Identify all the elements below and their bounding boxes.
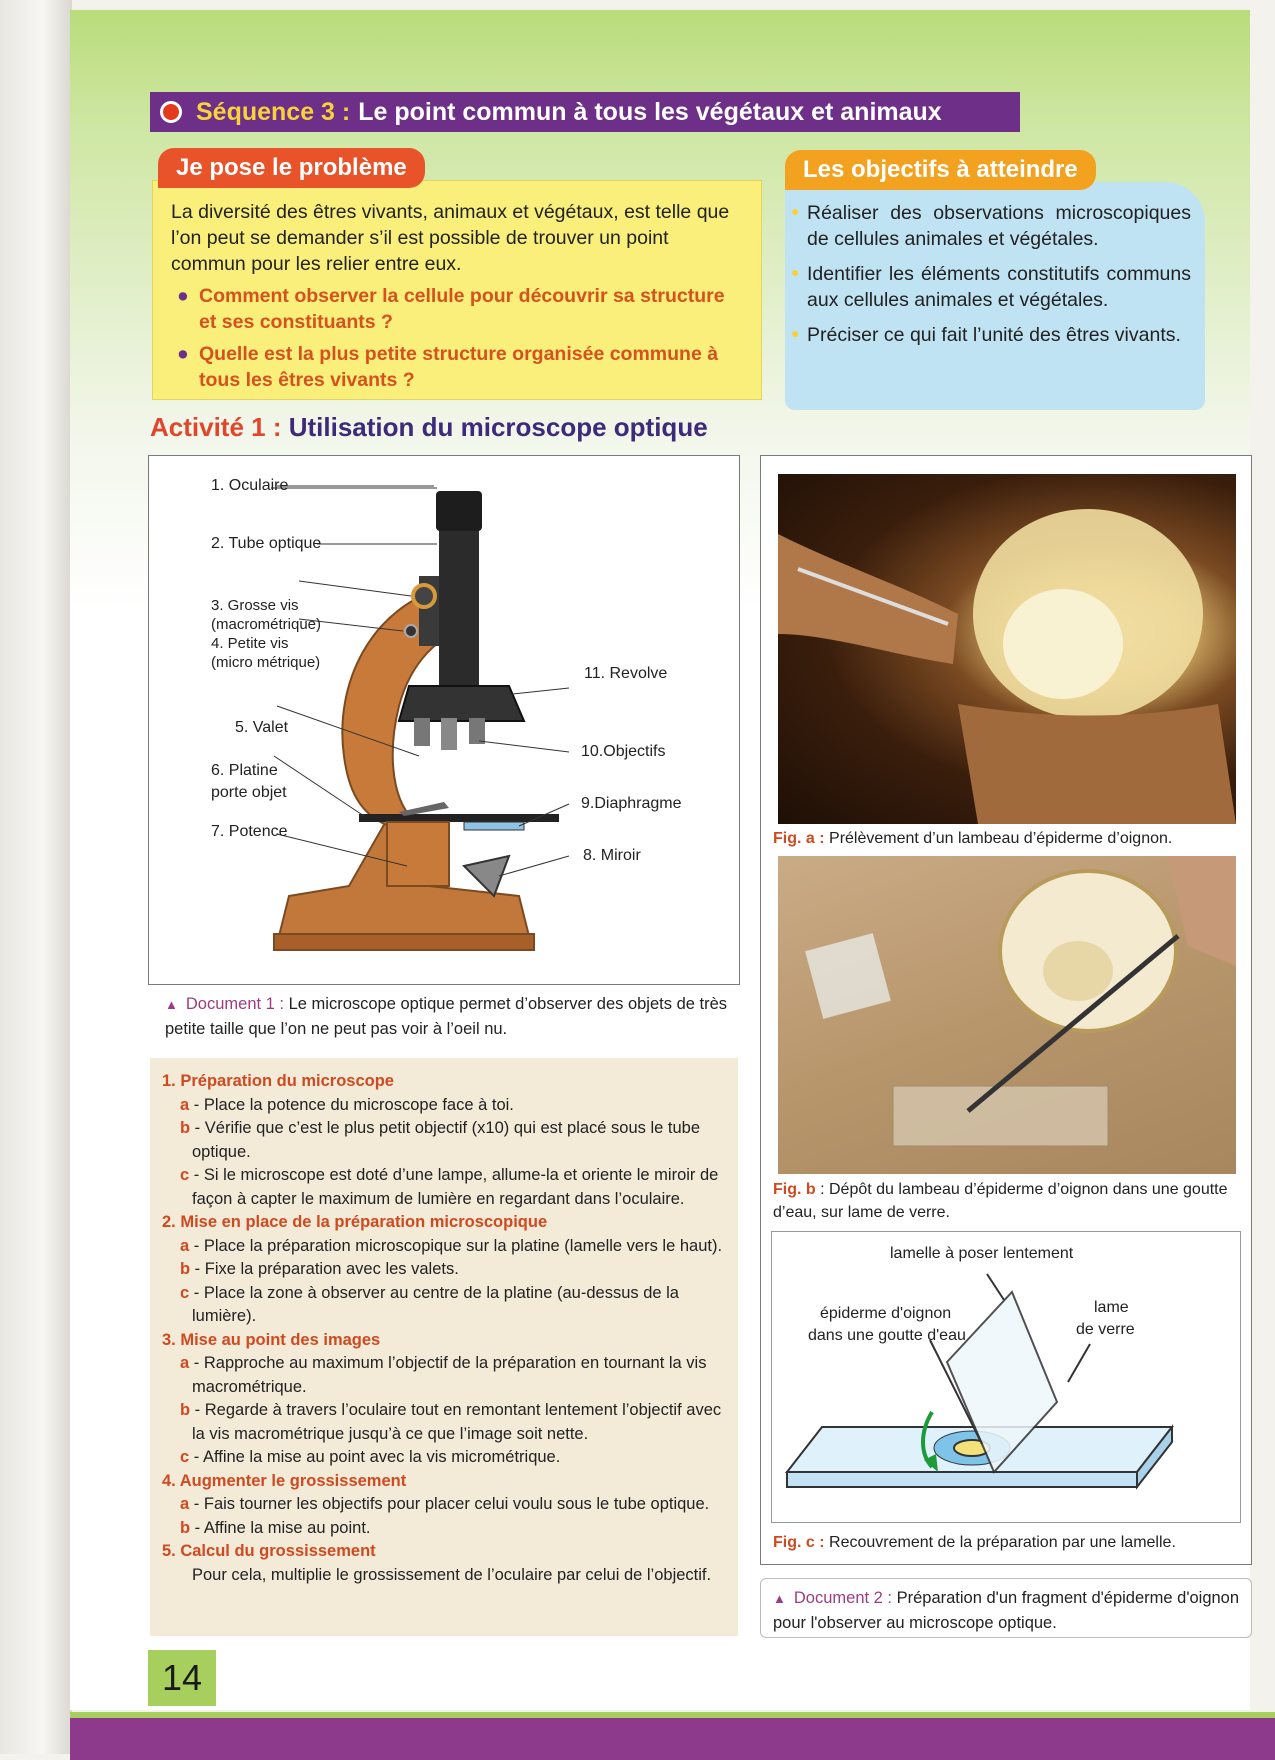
document-1-caption xyxy=(165,992,745,1041)
fig-b-caption: Fig. b : Dépôt du lambeau d’épiderme d’oignon dans une goutte d’eau, sur lame de verre. xyxy=(773,1181,1228,1221)
problem-question-1: ● Comment observer la cellule pour découvrir sa structure et ses constituants ? xyxy=(177,285,725,333)
pointer-valet xyxy=(277,706,419,756)
step-3a: a - Rapproche au maximum l’objectif de la préparation en tournant la vis macrométrique. xyxy=(180,1354,707,1396)
document-2-figures xyxy=(760,455,1252,1565)
onion-hands-illustration xyxy=(778,474,1236,824)
coverslip-box xyxy=(805,933,891,1019)
problem-tag: Je pose le problème xyxy=(158,148,425,188)
page-number: 14 xyxy=(148,1650,216,1706)
label-oculaire: 1. Oculaire xyxy=(211,477,289,494)
document-2-caption xyxy=(760,1578,1252,1638)
activity-label: Activité 1 : xyxy=(150,412,282,442)
problem-text: La diversité des êtres vivants, animaux et végétaux, est telle que l’on peut se demander s’il est possible de trouver un point commun pour les relier entre eux. xyxy=(171,201,730,275)
photo-onion-peeling xyxy=(778,474,1236,824)
step-1a: a - Place la potence du microscope face à toi. xyxy=(180,1095,514,1114)
bullet-icon: ● xyxy=(177,343,189,365)
step-1b: b - Vérifie que c’est le plus petit objectif (x10) qui est placé sous le tube optique. xyxy=(180,1119,701,1161)
step-3-title: 3. Mise au point des images xyxy=(162,1330,381,1349)
document-2-label: Document 2 : xyxy=(793,1589,893,1607)
step-3c: c - Affine la mise au point avec la vis micrométrique. xyxy=(180,1448,561,1466)
step-4a: a - Fais tourner les objectifs pour placer celui voulu sous le tube optique. xyxy=(180,1495,710,1513)
step-2-title: 2. Mise en place de la préparation microscopique xyxy=(162,1213,548,1231)
bullet-icon: ● xyxy=(791,264,800,280)
label-lame-2: de verre xyxy=(1076,1321,1135,1338)
procedure-steps xyxy=(150,1058,738,1636)
bullet-icon: ● xyxy=(791,203,800,219)
label-petite-vis: 4. Petite vis xyxy=(211,635,289,652)
pointer-objectifs xyxy=(479,741,569,752)
sequence-label: Séquence 3 : xyxy=(196,97,351,126)
objective-item: ● Préciser ce qui fait l’unité des êtres vivants. xyxy=(807,322,1191,348)
objectives-tag: Les objectifs à atteindre xyxy=(785,150,1096,190)
fig-c-caption: Fig. c : Recouvrement de la préparation par une lamelle. xyxy=(773,1534,1176,1551)
step-2b: b - Fixe la préparation avec les valets. xyxy=(180,1260,459,1278)
label-miroir: 8. Miroir xyxy=(583,847,641,864)
arrow-lamelle xyxy=(987,1274,1004,1300)
label-micrometrique: (micro métrique) xyxy=(211,654,321,671)
label-epiderme-1: épiderme d'oignon xyxy=(820,1305,952,1322)
glass-slide xyxy=(893,1086,1108,1146)
fig-b-label: Fig. b xyxy=(773,1181,816,1198)
label-diaphragme: 9.Diaphragme xyxy=(581,795,682,812)
document-1-label: Document 1 : xyxy=(185,995,285,1013)
fig-c-label: Fig. c : xyxy=(773,1534,825,1551)
onion-slide-illustration xyxy=(778,856,1236,1174)
label-lamelle: lamelle à poser lentement xyxy=(890,1245,1074,1262)
label-objectifs: 10.Objectifs xyxy=(581,743,666,760)
sequence-header xyxy=(150,92,1020,132)
problem-box xyxy=(152,180,762,400)
step-2a: a - Place la préparation microscopique sur la platine (lamelle vers le haut). xyxy=(180,1236,723,1255)
activity-name: Utilisation du microscope optique xyxy=(288,412,708,442)
step-3b: b - Regarde à travers l’oculaire tout en remontant lentement l’objectif avec la vis macrométrique jusqu’à ce que l’image soit nette. xyxy=(180,1401,722,1443)
step-5-text: Pour cela, multiplie le grossissement de l’oculaire par celui de l’objectif. xyxy=(192,1565,712,1584)
page-margin xyxy=(0,0,72,1754)
label-macrometrique: (macrométrique) xyxy=(211,616,322,633)
label-valet: 5. Valet xyxy=(235,719,289,736)
microscope-diagram xyxy=(148,455,740,985)
hand-shape xyxy=(1168,856,1236,966)
triangle-icon: ▲ xyxy=(165,997,178,1012)
bullet-icon: ● xyxy=(791,325,800,341)
hand-shape xyxy=(778,534,958,664)
onion-inner xyxy=(1003,589,1123,699)
hand-shape xyxy=(958,704,1236,824)
objective-item: ● Réaliser des observations microscopiques de cellules animales et végétales. xyxy=(807,200,1191,252)
pointer-diaphragme xyxy=(519,804,569,826)
pointer-miroir xyxy=(499,856,569,876)
arrow-lame xyxy=(1068,1344,1090,1382)
objective-item: ● Identifier les éléments constitutifs communs aux cellules animales et végétales. xyxy=(807,261,1191,313)
label-tube-optique: 2. Tube optique xyxy=(211,535,322,552)
step-1c: c - Si le microscope est doté d’une lampe, allume-la et oriente le miroir de façon à capter le maximum de lumière en regardant dans l’oculaire. xyxy=(180,1166,719,1208)
pointer-potence xyxy=(277,834,407,866)
document-2-text: Préparation d'un fragment d'épiderme d'oignon pour l'observer au microscope optique. xyxy=(773,1589,1240,1632)
step-5-title: 5. Calcul du grossissement xyxy=(162,1542,376,1560)
label-potence: 7. Potence xyxy=(211,823,288,840)
step-2c: c - Place la zone à observer au centre de la platine (au-dessus de la lumière). xyxy=(180,1283,679,1325)
bottom-band xyxy=(70,1712,1275,1760)
pointer-platine xyxy=(274,756,364,816)
problem-question-2: ● Quelle est la plus petite structure organisée commune à tous les êtres vivants ? xyxy=(177,343,719,391)
document-1-text: Le microscope optique permet d’observer des objets de très petite taille que l’on ne peut pas voir à l’oeil nu. xyxy=(165,995,728,1038)
label-lame-1: lame xyxy=(1094,1299,1129,1316)
step-4b: b - Affine la mise au point. xyxy=(180,1518,371,1537)
objectives-box xyxy=(785,182,1205,410)
triangle-icon: ▲ xyxy=(773,1591,786,1606)
photo-onion-slide xyxy=(778,856,1236,1174)
coverslip-diagram xyxy=(772,1232,1240,1522)
step-1-title: 1. Préparation du microscope xyxy=(162,1072,394,1090)
bullet-icon xyxy=(160,101,182,123)
activity-title xyxy=(150,412,708,443)
step-4-title: 4. Augmenter le grossissement xyxy=(162,1471,407,1490)
label-revolve: 11. Revolve xyxy=(584,665,668,682)
label-platine: 6. Platine xyxy=(211,762,278,779)
sequence-title: Le point commun à tous les végétaux et animaux xyxy=(358,97,942,126)
bullet-icon: ● xyxy=(177,285,189,307)
pointer-coarse xyxy=(299,581,411,596)
onion-core xyxy=(1043,941,1113,1001)
pointer-revolve xyxy=(494,688,569,696)
fig-a-caption: Fig. a : Prélèvement d’un lambeau d’épiderme d’oignon. xyxy=(773,830,1173,847)
label-porte-objet: porte objet xyxy=(211,784,287,801)
label-epiderme-2: dans une goutte d'eau xyxy=(808,1327,966,1344)
label-grosse-vis: 3. Grosse vis xyxy=(211,597,299,614)
fig-c-diagram xyxy=(771,1231,1241,1523)
glass-slide-edge xyxy=(787,1472,1137,1487)
fig-a-label: Fig. a : xyxy=(773,830,825,847)
